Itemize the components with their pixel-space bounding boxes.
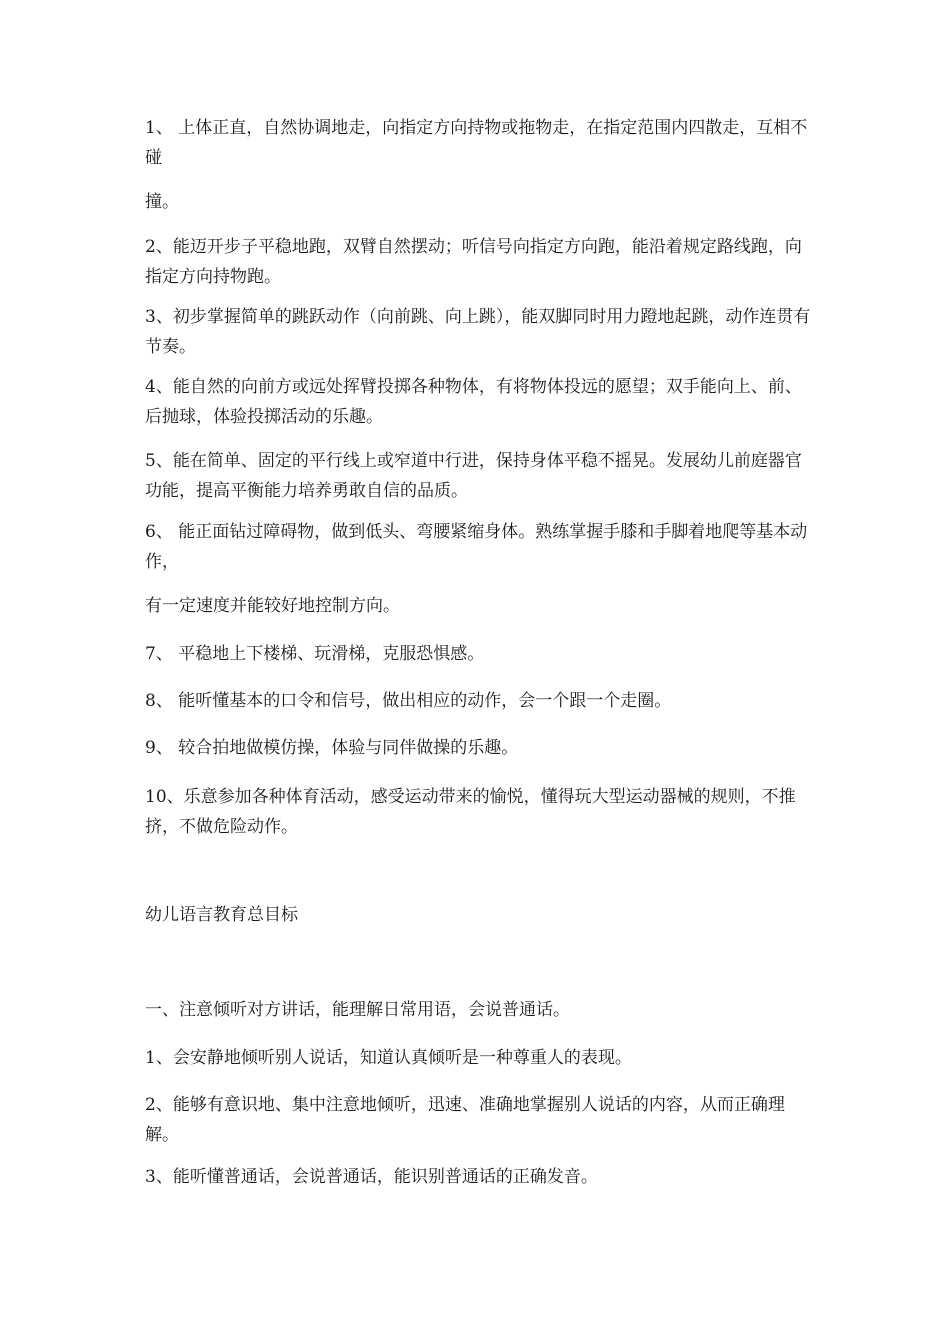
language-goal-1-2: 2、能够有意识地、集中注意地倾听，迅速、准确地掌握别人说话的内容，从而正确理解。 bbox=[145, 1095, 785, 1145]
paragraph-item-7: 7、 平稳地上下楼梯、玩滑梯，克服恐惧感。 bbox=[145, 644, 485, 664]
language-goal-1: 一、注意倾听对方讲话，能理解日常用语，会说普通话。 bbox=[145, 1000, 570, 1020]
paragraph-item-9: 9、 较合拍地做模仿操，体验与同伴做操的乐趣。 bbox=[145, 738, 519, 758]
section-title: 幼儿语言教育总目标 bbox=[145, 905, 298, 925]
language-goal-1-1: 1、会安静地倾听别人说话，知道认真倾听是一种尊重人的表现。 bbox=[145, 1048, 632, 1068]
paragraph-item-3: 3、初步掌握简单的跳跃动作（向前跳、向上跳），能双脚同时用力蹬地起跳，动作连贯有节奏。 bbox=[145, 307, 811, 357]
paragraph-item-5: 5、能在简单、固定的平行线上或窄道中行进，保持身体平稳不摇晃。发展幼儿前庭器官功能，提高平衡能力培养勇敢自信的品质。 bbox=[145, 451, 802, 501]
paragraph-item-6: 6、 能正面钻过障碍物，做到低头、弯腰紧缩身体。熟练掌握手膝和手脚着地爬等基本动作， bbox=[145, 522, 808, 572]
paragraph-item-4: 4、能自然的向前方或远处挥臂投掷各种物体，有将物体投远的愿望；双手能向上、前、后抛球，体验投掷活动的乐趣。 bbox=[145, 377, 802, 427]
paragraph-item-1: 1、 上体正直，自然协调地走，向指定方向持物或拖物走，在指定范围内四散走，互相不碰 bbox=[145, 118, 808, 168]
paragraph-item-8: 8、 能听懂基本的口令和信号，做出相应的动作，会一个跟一个走圈。 bbox=[145, 691, 672, 711]
paragraph-item-2: 2、能迈开步子平稳地跑，双臂自然摆动；听信号向指定方向跑，能沿着规定路线跑，向指定方向持物跑。 bbox=[145, 237, 802, 287]
language-goal-1-3: 3、能听懂普通话，会说普通话，能识别普通话的正确发音。 bbox=[145, 1167, 598, 1187]
paragraph-item-6-continued: 有一定速度并能较好地控制方向。 bbox=[145, 596, 400, 616]
paragraph-item-1-continued: 撞。 bbox=[145, 192, 179, 212]
paragraph-item-10: 10、乐意参加各种体育活动，感受运动带来的愉悦，懂得玩大型运动器械的规则，不推挤，不做危险动作。 bbox=[145, 787, 796, 837]
